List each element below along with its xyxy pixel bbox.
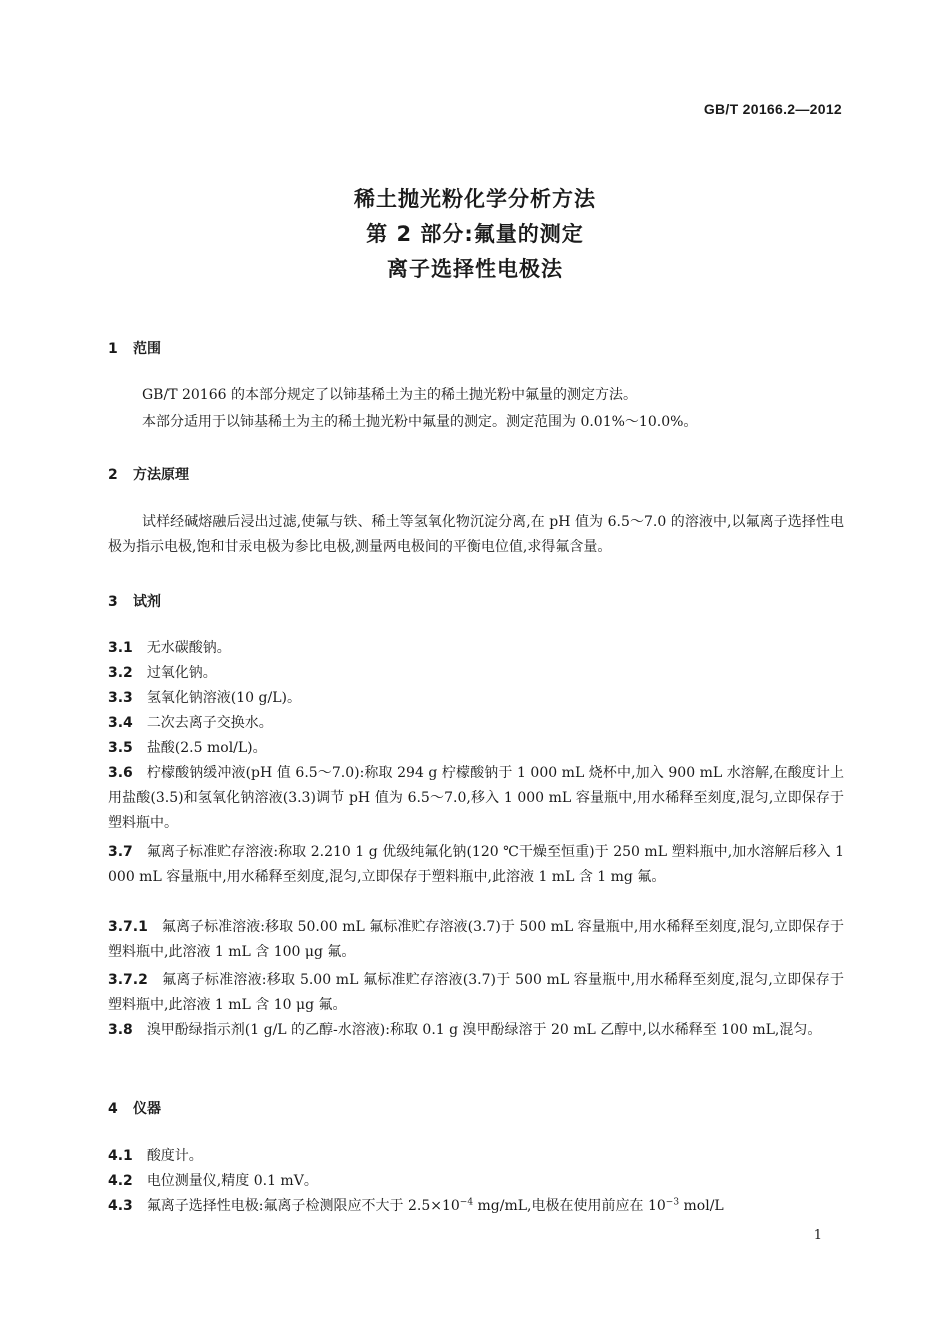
item-number: 3.1 <box>108 640 133 656</box>
item-text: 二次去离子交换水。 <box>146 715 273 731</box>
item-number: 3.8 <box>108 1022 133 1038</box>
section-title: 仪器 <box>133 1101 161 1117</box>
title-line-3: 离子选择性电极法 <box>387 257 563 281</box>
item-text: 柠檬酸钠缓冲液(pH 值 6.5～7.0):称取 294 g 柠檬酸钠于 1 000 mL 烧杯中,加入 900 mL 水溶解,在酸度计上用盐酸(3.5)和氢氧化钠溶液(3.3)调节 pH 值为 6.5～7.0,移入 1 000 mL 容量瓶中,用水稀释至刻度,混匀,立即保存于塑料瓶中。 <box>108 765 844 831</box>
section-number: 4 <box>108 1101 118 1117</box>
section-3-heading <box>108 591 161 611</box>
item-text: mol/L <box>679 1198 724 1214</box>
section-4-heading <box>108 1098 161 1118</box>
item-text: 氟离子选择性电极:氟离子检测限应不大于 2.5×10 <box>146 1198 460 1214</box>
section-title: 方法原理 <box>133 467 189 483</box>
item-number: 3.7 <box>108 844 133 860</box>
reagent-item <box>108 661 844 686</box>
item-text: 溴甲酚绿指示剂(1 g/L 的乙醇-水溶液):称取 0.1 g 溴甲酚绿溶于 20 mL 乙醇中,以水稀释至 100 mL,混匀。 <box>146 1022 822 1038</box>
instrument-item <box>108 1169 844 1194</box>
item-number: 4.2 <box>108 1173 133 1189</box>
item-number: 3.5 <box>108 740 133 756</box>
item-number: 4.3 <box>108 1198 133 1214</box>
page-number: 1 <box>813 1228 822 1243</box>
section-1-paragraph-2: 本部分适用于以铈基稀土为主的稀土抛光粉中氟量的测定。测定范围为 0.01%～10.0%。 <box>142 414 698 430</box>
section-1-heading <box>108 338 161 358</box>
item-number: 3.7.1 <box>108 919 148 935</box>
reagent-item <box>108 761 844 836</box>
reagent-item <box>108 1018 844 1043</box>
section-1-paragraph-1: GB/T 20166 的本部分规定了以铈基稀土为主的稀土抛光粉中氟量的测定方法。 <box>142 387 637 403</box>
item-text: 盐酸(2.5 mol/L)。 <box>146 740 267 756</box>
section-2-heading <box>108 464 189 484</box>
item-text: 无水碳酸钠。 <box>146 640 231 656</box>
instrument-item <box>108 1144 844 1169</box>
section-2-paragraph-1: 试样经碱熔融后浸出过滤,使氟与铁、稀土等氢氧化物沉淀分离,在 pH 值为 6.5～7.0 的溶液中,以氟离子选择性电极为指示电极,饱和甘汞电极为参比电极,测量两电极间的平衡电位值,求得氟含量。 <box>108 514 844 555</box>
reagent-item <box>108 636 844 661</box>
instrument-item <box>108 1194 844 1219</box>
section-title: 试剂 <box>133 594 161 610</box>
item-text: 氢氧化钠溶液(10 g/L)。 <box>146 690 301 706</box>
item-text: 氟离子标准溶液:移取 5.00 mL 氟标准贮存溶液(3.7)于 500 mL 容量瓶中,用水稀释至刻度,混匀,立即保存于塑料瓶中,此溶液 1 mL 含 10 μg 氟。 <box>108 972 844 1013</box>
section-number: 3 <box>108 594 118 610</box>
item-text: 氟离子标准贮存溶液:称取 2.210 1 g 优级纯氟化钠(120 ℃干燥至恒重)于 250 mL 塑料瓶中,加水溶解后移入 1 000 mL 容量瓶中,用水稀释至刻度,混匀,立即保存于塑料瓶中,此溶液 1 mL 含 1 mg 氟。 <box>108 844 844 885</box>
exponent: −4 <box>459 1197 474 1208</box>
reagent-item <box>108 968 844 1018</box>
item-number: 4.1 <box>108 1148 133 1164</box>
item-text: mg/mL,电极在使用前应在 10 <box>473 1198 666 1214</box>
item-number: 3.4 <box>108 715 133 731</box>
standard-code: GB/T 20166.2—2012 <box>703 101 842 117</box>
item-number: 3.3 <box>108 690 133 706</box>
title-line-1: 稀土抛光粉化学分析方法 <box>354 187 596 211</box>
item-number: 3.6 <box>108 765 133 781</box>
item-number: 3.7.2 <box>108 972 148 988</box>
title-line-2: 第 2 部分:氟量的测定 <box>366 222 584 246</box>
reagent-item <box>108 915 844 965</box>
item-text: 酸度计。 <box>146 1148 203 1164</box>
item-number: 3.2 <box>108 665 133 681</box>
item-text: 氟离子标准溶液:移取 50.00 mL 氟标准贮存溶液(3.7)于 500 mL 容量瓶中,用水稀释至刻度,混匀,立即保存于塑料瓶中,此溶液 1 mL 含 100 μg 氟。 <box>108 919 844 960</box>
section-number: 2 <box>108 467 118 483</box>
item-text: 电位测量仪,精度 0.1 mV。 <box>146 1173 318 1189</box>
document-title <box>0 182 950 287</box>
section-number: 1 <box>108 341 118 357</box>
reagent-item <box>108 686 844 711</box>
reagent-item <box>108 711 844 736</box>
item-text: 过氧化钠。 <box>146 665 217 681</box>
reagent-item <box>108 736 844 761</box>
reagent-item <box>108 840 844 890</box>
exponent: −3 <box>665 1197 680 1208</box>
section-title: 范围 <box>133 341 161 357</box>
